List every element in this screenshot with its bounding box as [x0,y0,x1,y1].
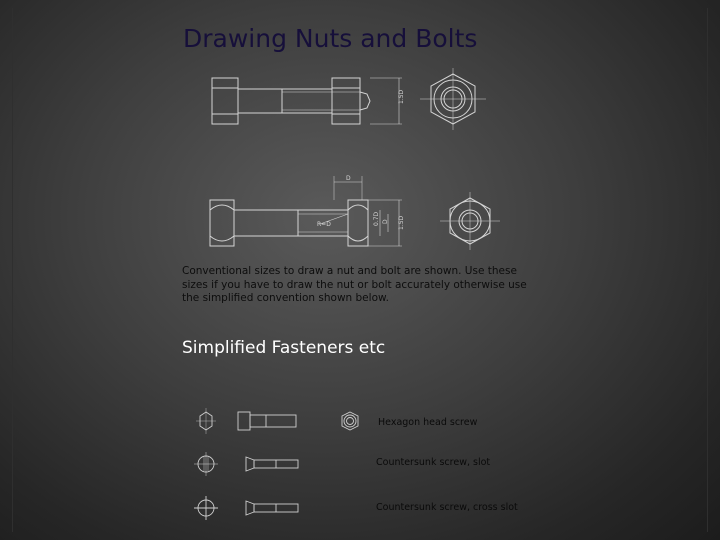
countersunk-cross-end-view [194,496,218,520]
nut-top [332,78,360,124]
hexagon-screw-end-view [196,408,216,434]
fastener-label-countersunk-cross: Countersunk screw, cross slot [376,502,518,513]
dim-label-bottom-inner-1: 0.7D [373,211,380,226]
dim-label-bottom-inner-2: D [382,219,389,224]
page-title: Drawing Nuts and Bolts [183,24,478,53]
fastener-label-hexagon: Hexagon head screw [378,417,478,428]
countersunk-cross-side-view [246,501,298,515]
countersunk-slot-end-view [194,452,218,476]
countersunk-slot-side-view [246,457,298,471]
fastener-label-countersunk-slot: Countersunk screw, slot [376,457,491,468]
section-subtitle: Simplified Fasteners etc [182,338,386,358]
bolt-head-top [212,78,238,124]
dim-label-bottom-top: D [346,175,351,182]
simplified-fasteners-drawing [180,400,380,530]
nut-end-view-bottom [440,192,500,250]
bolt-side-view-top [212,78,402,124]
nut-end-view-top [420,68,486,130]
border-line-left [12,8,13,532]
hexagon-nut-end-view [342,412,358,430]
bolt-side-view-bottom [210,176,402,246]
border-line-right [707,8,708,532]
description-text: Conventional sizes to draw a nut and bolt are shown. Use these sizes if you have to draw the nut or bolt accurately otherwise use the simplified convention shown below. [182,265,527,304]
dim-label-top-side: 1.5D [398,89,405,104]
dim-label-bottom-side: 1.5D [398,215,405,230]
nut-bolt-drawing [170,64,515,269]
dim-label-bottom-chamfer: R=D [317,221,331,228]
hexagon-screw-side-view [238,412,296,430]
